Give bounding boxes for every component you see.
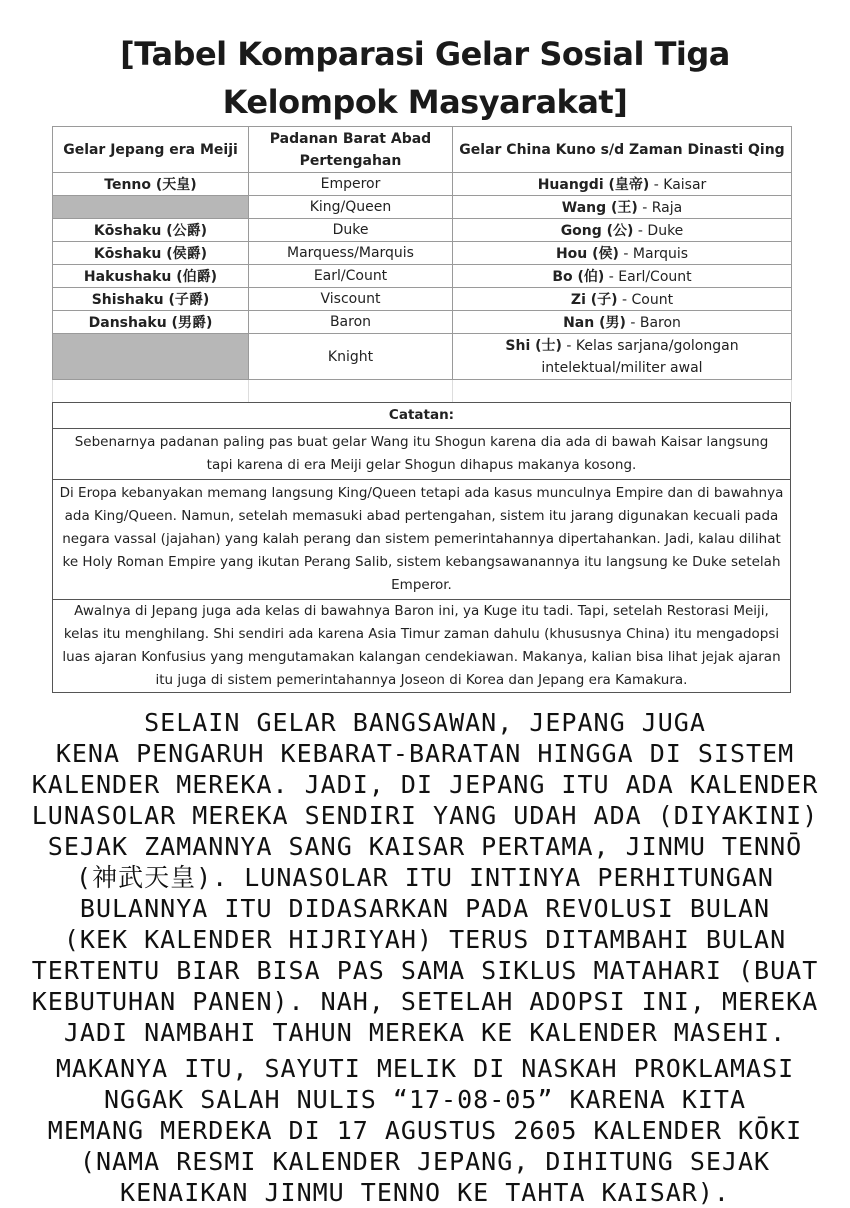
cell-japanese: Shishaku (子爵)	[53, 288, 249, 311]
header-western: Padanan Barat Abad Pertengahan	[249, 127, 453, 173]
cell-chinese-meaning: - Raja	[637, 200, 683, 216]
narration-line: KEBUTUHAN PANEN). NAH, SETELAH ADOPSI INI, MEREKA	[31, 987, 819, 1016]
narration-line: MAKANYA ITU, SAYUTI MELIK DI NASKAH PROKLAMASI	[55, 1054, 795, 1083]
cell-chinese-title: Gong (公)	[560, 223, 634, 239]
table-row	[53, 173, 792, 196]
narration-line: JADI NAMBAHI TAHUN MEREKA KE KALENDER MASEHI.	[63, 1018, 787, 1047]
narration-line: SEJAK ZAMANNYA SANG KAISAR PERTAMA, JINMU TENNŌ	[47, 832, 803, 861]
cell-japanese: Danshaku (男爵)	[53, 311, 249, 334]
title-line-1: [Tabel Komparasi Gelar Sosial Tiga	[120, 35, 730, 73]
title-line-2: Kelompok Masyarakat]	[222, 83, 628, 121]
cell-chinese-title: Bo (伯)	[552, 269, 605, 285]
spacer-cell	[53, 380, 249, 402]
cell-japanese-empty	[53, 196, 249, 219]
note-text: Awalnya di Jepang juga ada kelas di bawahnya Baron ini, ya Kuge itu tadi. Tapi, setelah Restorasi Meiji, kelas itu menghilang. Shi sendiri ada karena Asia Timur zaman dahulu (khususnya China) itu mengadopsi luas ajaran Konfusius yang mengutamakan kalangan cendekiawan. Makanya, kalian bisa lihat jejak ajaran itu juga di sistem pemerintahannya Joseon di Korea dan Jepang era Kamakura.	[53, 600, 791, 693]
cell-chinese	[453, 196, 792, 219]
table-header-row	[53, 127, 792, 173]
note-row	[53, 600, 791, 693]
narration-line: (NAMA RESMI KALENDER JEPANG, DIHITUNG SEJAK	[79, 1147, 771, 1176]
cell-chinese	[453, 288, 792, 311]
cell-japanese: Kōshaku (侯爵)	[53, 242, 249, 265]
cell-chinese-meaning: - Earl/Count	[604, 269, 692, 285]
narration-line: BULANNYA ITU DIDASARKAN PADA REVOLUSI BULAN	[79, 894, 771, 923]
cell-chinese-meaning: - Baron	[625, 315, 681, 331]
cell-chinese-title: Zi (子)	[570, 292, 618, 308]
cell-western: Emperor	[249, 173, 453, 196]
narration-line: SELAIN GELAR BANGSAWAN, JEPANG JUGA	[144, 708, 706, 737]
cell-chinese-meaning: - Kaisar	[649, 177, 707, 193]
note-text: Di Eropa kebanyakan memang langsung King/Queen tetapi ada kasus munculnya Empire dan di bawahnya ada King/Queen. Namun, setelah memasuki abad pertengahan, sistem itu jarang digunakan kecuali pada negara vassal (jajahan) yang kalah perang dan sistem pemerintahannya dipertahankan. Jadi, kalau dilihat ke Holy Roman Empire yang ikutan Perang Salib, sistem kebangsawanannya itu langsung ke Duke setelah Emperor.	[53, 480, 791, 600]
note-text: Sebenarnya padanan paling pas buat gelar Wang itu Shogun karena dia ada di bawah Kaisar langsung tapi karena di era Meiji gelar Shogun dihapus makanya kosong.	[53, 429, 791, 480]
note-row	[53, 429, 791, 480]
notes-header-row	[53, 403, 791, 429]
page-title	[40, 30, 810, 126]
cell-chinese-title: Hou (侯)	[555, 246, 619, 262]
cell-chinese	[453, 334, 792, 380]
narration-line: KALENDER MEREKA. JADI, DI JEPANG ITU ADA KALENDER	[31, 770, 819, 799]
spacer-cell	[453, 380, 792, 402]
table-row	[53, 334, 792, 380]
table-row	[53, 196, 792, 219]
cell-japanese-empty	[53, 334, 249, 380]
cell-western: King/Queen	[249, 196, 453, 219]
narration-line: TERTENTU BIAR BISA PAS SAMA SIKLUS MATAHARI (BUAT	[31, 956, 819, 985]
cell-chinese-title: Huangdi (皇帝)	[537, 177, 650, 193]
narration-paragraph-1	[20, 707, 830, 1048]
cell-japanese: Tenno (天皇)	[53, 173, 249, 196]
cell-chinese	[453, 219, 792, 242]
cell-western: Baron	[249, 311, 453, 334]
cell-japanese: Kōshaku (公爵)	[53, 219, 249, 242]
cell-chinese-title: Wang (王)	[561, 200, 638, 216]
cell-chinese-meaning: - Count	[617, 292, 674, 308]
narration-line: LUNASOLAR MEREKA SENDIRI YANG UDAH ADA (DIYAKINI)	[31, 801, 819, 830]
cell-chinese-meaning: - Marquis	[618, 246, 689, 262]
header-chinese: Gelar China Kuno s/d Zaman Dinasti Qing	[453, 127, 792, 173]
cell-chinese	[453, 242, 792, 265]
spacer-cell	[249, 380, 453, 402]
cell-chinese	[453, 311, 792, 334]
narration-line: (神武天皇). LUNASOLAR ITU INTINYA PERHITUNGAN	[76, 863, 774, 892]
cell-chinese-title: Shi (士)	[505, 337, 562, 354]
cell-chinese	[453, 173, 792, 196]
cell-chinese	[453, 265, 792, 288]
table-row	[53, 288, 792, 311]
cell-western: Viscount	[249, 288, 453, 311]
table-row	[53, 219, 792, 242]
note-row	[53, 480, 791, 600]
cell-western: Knight	[249, 334, 453, 380]
cell-chinese-title: Nan (男)	[563, 315, 626, 331]
table-row	[53, 242, 792, 265]
narration-line: MEMANG MERDEKA DI 17 AGUSTUS 2605 KALENDER KŌKI	[47, 1116, 803, 1145]
table-row	[53, 265, 792, 288]
narration-line: KENAIKAN JINMU TENNO KE TAHTA KAISAR).	[120, 1178, 730, 1207]
notes-table	[52, 402, 791, 693]
title-comparison-table	[52, 126, 792, 402]
narration-line: NGGAK SALAH NULIS “17-08-05” KARENA KITA	[103, 1085, 747, 1114]
narration-paragraph-2	[20, 1053, 830, 1208]
table-spacer-row	[53, 380, 792, 402]
notes-heading: Catatan:	[53, 403, 791, 429]
cell-japanese: Hakushaku (伯爵)	[53, 265, 249, 288]
cell-western: Earl/Count	[249, 265, 453, 288]
header-japanese: Gelar Jepang era Meiji	[53, 127, 249, 173]
narration-line: (KEK KALENDER HIJRIYAH) TERUS DITAMBAHI BULAN	[63, 925, 787, 954]
cell-western: Marquess/Marquis	[249, 242, 453, 265]
cell-western: Duke	[249, 219, 453, 242]
cell-chinese-meaning: - Kelas sarjana/golongan intelektual/militer awal	[541, 337, 739, 376]
narration-line: KENA PENGARUH KEBARAT-BARATAN HINGGA DI SISTEM	[55, 739, 795, 768]
table-row	[53, 311, 792, 334]
cell-chinese-meaning: - Duke	[633, 223, 684, 239]
